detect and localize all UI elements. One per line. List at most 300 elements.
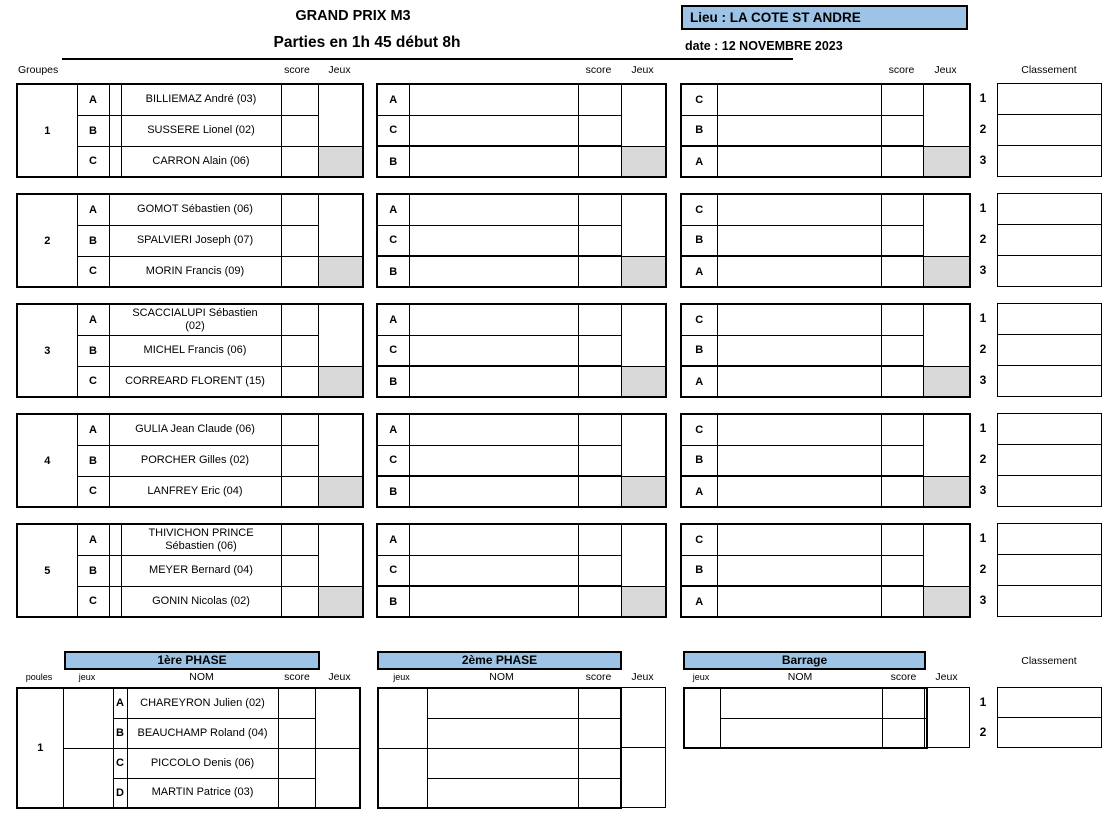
phase2-jeux-column — [620, 687, 666, 808]
player-name: MARTIN Patrice (03) — [127, 778, 278, 808]
jeux-pair-cell — [684, 688, 720, 748]
rank-label: 1 — [979, 695, 987, 709]
group-5-classement-table — [997, 523, 1102, 617]
jeux-cell — [318, 524, 363, 586]
jeux-pair-cell — [63, 688, 113, 748]
rank-label: 3 — [979, 373, 987, 387]
player-letter: C — [377, 225, 409, 256]
jeux-cell — [318, 194, 363, 256]
score-cell — [882, 688, 927, 718]
player-letter: D — [113, 778, 127, 808]
player-letter: B — [681, 115, 717, 146]
name-cell — [427, 778, 578, 808]
name-cell — [409, 194, 578, 225]
score-header: score — [284, 671, 310, 683]
group-2-classement-table — [997, 193, 1102, 287]
jeux-cell — [621, 84, 666, 146]
player-letter: B — [377, 146, 409, 177]
name-cell — [427, 688, 578, 718]
nom-header: NOM — [189, 671, 214, 683]
classement-header: Classement — [1021, 655, 1077, 667]
jeux-cell — [621, 748, 666, 808]
classement-cell — [998, 115, 1102, 146]
rank-label: 2 — [979, 342, 987, 356]
player-letter: C — [681, 524, 717, 555]
group-2-round3-table — [680, 193, 971, 288]
score-cell — [281, 304, 318, 335]
player-letter: A — [113, 688, 127, 718]
score-cell — [281, 445, 318, 476]
classement-header: Classement — [1021, 64, 1077, 76]
player-name: CARRON Alain (06) — [121, 146, 281, 177]
player-name: GULIA Jean Claude (06) — [109, 414, 281, 445]
player-letter: B — [77, 225, 109, 256]
score-cell — [881, 445, 923, 476]
player-letter: B — [77, 555, 109, 586]
player-letter: B — [681, 445, 717, 476]
rank-label: 3 — [979, 263, 987, 277]
rank-label: 2 — [979, 562, 987, 576]
name-cell — [717, 586, 881, 617]
name-cell — [717, 304, 881, 335]
name-cell — [409, 476, 578, 507]
classement-cell — [998, 194, 1102, 225]
jeux-cell — [923, 256, 970, 287]
player-letter: B — [113, 718, 127, 748]
player-letter: A — [77, 304, 109, 335]
player-name: CORREARD FLORENT (15) — [109, 366, 281, 397]
score-cell — [578, 555, 621, 586]
score-cell — [278, 748, 315, 778]
classement-cell — [998, 256, 1102, 287]
group-5-round1-table — [16, 523, 364, 618]
jeux-cell — [923, 524, 970, 586]
rank-label: 1 — [979, 421, 987, 435]
player-letter: B — [377, 366, 409, 397]
classement-cell — [998, 335, 1102, 366]
group-3-round3-table — [680, 303, 971, 398]
spacer-cell — [109, 146, 121, 177]
group-4-round2-table — [376, 413, 667, 508]
classement-cell — [998, 476, 1102, 507]
player-letter: C — [77, 586, 109, 617]
score-cell — [881, 84, 923, 115]
player-letter: A — [377, 194, 409, 225]
score-cell — [281, 335, 318, 366]
rank-label: 1 — [979, 91, 987, 105]
page-title: GRAND PRIX M3 — [295, 8, 411, 24]
jeux-cell — [318, 476, 363, 507]
group-number: 4 — [17, 414, 77, 507]
score-cell — [578, 366, 621, 397]
score-cell — [281, 194, 318, 225]
name-cell — [717, 555, 881, 586]
score-cell — [281, 225, 318, 256]
jeux-cell — [621, 304, 666, 366]
name-cell — [409, 586, 578, 617]
score-cell — [881, 414, 923, 445]
jeux-cell — [923, 194, 970, 256]
score-cell — [578, 256, 621, 287]
rank-label: 2 — [979, 122, 987, 136]
score-cell — [578, 146, 621, 177]
jeux-cell — [923, 304, 970, 366]
group-3-round2-table — [376, 303, 667, 398]
score-cell — [578, 524, 621, 555]
player-letter: C — [113, 748, 127, 778]
name-cell — [717, 84, 881, 115]
name-cell — [427, 718, 578, 748]
score-cell — [281, 146, 318, 177]
score-header: score — [888, 64, 915, 76]
score-cell — [881, 476, 923, 507]
player-name: PORCHER Gilles (02) — [109, 445, 281, 476]
score-cell — [881, 586, 923, 617]
group-3-classement-table — [997, 303, 1102, 397]
rank-label: 3 — [979, 153, 987, 167]
group-2-round2-table — [376, 193, 667, 288]
player-letter: C — [681, 414, 717, 445]
score-cell — [578, 225, 621, 256]
lieu-box: Lieu : LA COTE ST ANDRE — [681, 5, 968, 30]
name-cell — [717, 115, 881, 146]
player-letter: A — [681, 256, 717, 287]
group-number: 5 — [17, 524, 77, 617]
player-letter: C — [681, 194, 717, 225]
player-letter: C — [77, 146, 109, 177]
score-cell — [881, 115, 923, 146]
group-1-round2-table — [376, 83, 667, 178]
group-2-round1-table — [16, 193, 364, 288]
rank-label: 2 — [979, 725, 987, 739]
player-name: GOMOT Sébastien (06) — [109, 194, 281, 225]
group-number: 2 — [17, 194, 77, 287]
name-cell — [409, 146, 578, 177]
classement-cell — [998, 304, 1102, 335]
nom-header: NOM — [489, 671, 514, 683]
group-1-round3-table — [680, 83, 971, 178]
score-header: score — [585, 671, 612, 683]
jeux-cell — [621, 146, 666, 177]
player-name: SPALVIERI Joseph (07) — [109, 225, 281, 256]
score-header: score — [890, 671, 917, 683]
name-cell — [409, 84, 578, 115]
player-letter: B — [77, 335, 109, 366]
jeux-cell — [318, 84, 363, 146]
classement-cell — [998, 718, 1102, 748]
score-cell — [578, 778, 621, 808]
player-letter: C — [377, 445, 409, 476]
name-cell — [409, 524, 578, 555]
player-letter: A — [681, 476, 717, 507]
name-cell — [409, 445, 578, 476]
name-cell — [720, 718, 882, 748]
jeux-cell — [923, 146, 970, 177]
jeux-small-header: jeux — [393, 672, 410, 682]
name-cell — [717, 445, 881, 476]
player-name: CHAREYRON Julien (02) — [127, 688, 278, 718]
player-letter: B — [377, 586, 409, 617]
rank-label: 1 — [979, 531, 987, 545]
score-cell — [881, 256, 923, 287]
jeux-header: Jeux — [631, 64, 654, 76]
jeux-cell — [621, 414, 666, 476]
score-cell — [281, 555, 318, 586]
jeux-pair-cell — [378, 748, 427, 808]
barrage-header: Barrage — [683, 651, 926, 670]
score-cell — [578, 586, 621, 617]
spacer-cell — [109, 524, 121, 555]
score-cell — [578, 476, 621, 507]
score-cell — [281, 366, 318, 397]
score-cell — [882, 718, 927, 748]
name-cell — [409, 414, 578, 445]
barrage-table — [683, 687, 928, 749]
group-5-round3-table — [680, 523, 971, 618]
name-cell — [720, 688, 882, 718]
jeux-cell — [621, 586, 666, 617]
header-rule — [62, 58, 793, 60]
barrage-jeux-column — [924, 687, 970, 748]
spacer-cell — [109, 115, 121, 146]
player-letter: A — [681, 146, 717, 177]
player-name: THIVICHON PRINCE Sébastien (06) — [121, 524, 281, 555]
jeux-cell — [923, 414, 970, 476]
player-letter: A — [681, 586, 717, 617]
player-letter: C — [77, 256, 109, 287]
score-cell — [281, 414, 318, 445]
name-cell — [409, 304, 578, 335]
group-1-classement-table — [997, 83, 1102, 177]
player-letter: C — [681, 84, 717, 115]
classement-cell — [998, 225, 1102, 256]
classement-cell — [998, 84, 1102, 115]
jeux-cell — [621, 366, 666, 397]
player-name: PICCOLO Denis (06) — [127, 748, 278, 778]
player-name-text: SCACCIALUPI Sébastien (02) — [132, 307, 258, 332]
name-cell — [717, 476, 881, 507]
phase2-header: 2ème PHASE — [377, 651, 622, 670]
jeux-cell — [923, 84, 970, 146]
player-name: MICHEL Francis (06) — [109, 335, 281, 366]
player-letter: B — [77, 115, 109, 146]
player-name: GONIN Nicolas (02) — [121, 586, 281, 617]
jeux-cell — [923, 586, 970, 617]
jeux-cell — [923, 476, 970, 507]
name-cell — [717, 414, 881, 445]
score-cell — [578, 445, 621, 476]
player-letter: C — [77, 366, 109, 397]
jeux-cell — [318, 586, 363, 617]
jeux-cell — [621, 256, 666, 287]
group-4-classement-table — [997, 413, 1102, 507]
nom-header: NOM — [787, 671, 813, 683]
score-cell — [578, 194, 621, 225]
jeux-header: Jeux — [328, 671, 351, 683]
group-3-round1-table — [16, 303, 364, 398]
player-letter: B — [681, 335, 717, 366]
player-letter: A — [77, 194, 109, 225]
rank-label: 2 — [979, 232, 987, 246]
score-cell — [881, 524, 923, 555]
group-4-round1-table — [16, 413, 364, 508]
name-cell — [717, 225, 881, 256]
score-cell — [881, 366, 923, 397]
score-cell — [881, 194, 923, 225]
groupes-header: Groupes — [18, 64, 59, 76]
score-cell — [881, 225, 923, 256]
jeux-header: Jeux — [328, 64, 351, 76]
player-letter: A — [377, 304, 409, 335]
page-subtitle: Parties en 1h 45 début 8h — [273, 34, 461, 51]
player-letter: A — [77, 414, 109, 445]
jeux-cell — [315, 688, 360, 748]
group-1-round1-table — [16, 83, 364, 178]
score-cell — [578, 115, 621, 146]
score-cell — [578, 304, 621, 335]
poules-header: poules — [25, 672, 53, 682]
classement-cell — [998, 555, 1102, 586]
score-cell — [881, 555, 923, 586]
player-letter: A — [681, 366, 717, 397]
player-name: MEYER Bernard (04) — [121, 555, 281, 586]
jeux-small-header: jeux — [78, 672, 96, 682]
player-letter: A — [377, 414, 409, 445]
spacer-cell — [109, 84, 121, 115]
jeux-cell — [621, 476, 666, 507]
player-letter: B — [377, 476, 409, 507]
date-label: date : 12 NOVEMBRE 2023 — [685, 39, 843, 53]
player-name: LANFREY Eric (04) — [109, 476, 281, 507]
score-cell — [281, 115, 318, 146]
name-cell — [717, 146, 881, 177]
jeux-cell — [621, 194, 666, 256]
spacer-cell — [109, 586, 121, 617]
player-letter: C — [377, 115, 409, 146]
score-header: score — [284, 64, 310, 76]
jeux-cell — [621, 524, 666, 586]
player-letter: C — [77, 476, 109, 507]
player-name: SUSSERE Lionel (02) — [121, 115, 281, 146]
jeux-cell — [923, 366, 970, 397]
poule-number: 1 — [17, 688, 63, 808]
rank-label: 2 — [979, 452, 987, 466]
jeux-cell — [318, 304, 363, 366]
player-letter: C — [377, 335, 409, 366]
player-letter: B — [681, 225, 717, 256]
rank-label: 1 — [979, 201, 987, 215]
classement-cell — [998, 586, 1102, 617]
score-cell — [881, 335, 923, 366]
score-cell — [281, 524, 318, 555]
bottom-classement-table — [997, 687, 1102, 748]
classement-cell — [998, 146, 1102, 177]
name-cell — [409, 366, 578, 397]
jeux-cell — [318, 414, 363, 476]
player-letter: B — [681, 555, 717, 586]
jeux-cell — [318, 366, 363, 397]
score-cell — [281, 586, 318, 617]
player-letter: A — [377, 524, 409, 555]
classement-cell — [998, 445, 1102, 476]
player-name — [109, 304, 281, 335]
player-letter: A — [377, 84, 409, 115]
score-cell — [881, 304, 923, 335]
classement-cell — [998, 366, 1102, 397]
score-cell — [578, 84, 621, 115]
score-cell — [278, 718, 315, 748]
score-cell — [578, 718, 621, 748]
player-letter: B — [77, 445, 109, 476]
player-name: MORIN Francis (09) — [109, 256, 281, 287]
jeux-header: Jeux — [631, 671, 654, 683]
score-cell — [578, 688, 621, 718]
rank-label: 1 — [979, 311, 987, 325]
group-number: 3 — [17, 304, 77, 397]
name-cell — [717, 524, 881, 555]
player-letter: A — [77, 84, 109, 115]
score-cell — [281, 476, 318, 507]
name-cell — [717, 256, 881, 287]
group-number: 1 — [17, 84, 77, 177]
score-cell — [278, 778, 315, 808]
classement-cell — [998, 688, 1102, 718]
jeux-header: Jeux — [935, 671, 958, 683]
jeux-cell — [621, 688, 666, 748]
score-cell — [578, 748, 621, 778]
rank-label: 3 — [979, 483, 987, 497]
jeux-header: Jeux — [934, 64, 957, 76]
score-cell — [578, 335, 621, 366]
classement-cell — [998, 524, 1102, 555]
score-cell — [281, 256, 318, 287]
name-cell — [409, 335, 578, 366]
phase2-table — [377, 687, 622, 809]
player-letter: B — [377, 256, 409, 287]
score-cell — [578, 414, 621, 445]
name-cell — [409, 115, 578, 146]
jeux-pair-cell — [63, 748, 113, 808]
name-cell — [409, 555, 578, 586]
jeux-small-header: jeux — [692, 672, 710, 682]
name-cell — [717, 194, 881, 225]
jeux-cell — [925, 688, 970, 748]
name-cell — [717, 366, 881, 397]
score-cell — [278, 688, 315, 718]
group-4-round3-table — [680, 413, 971, 508]
player-letter: A — [77, 524, 109, 555]
score-cell — [281, 84, 318, 115]
player-name: BEAUCHAMP Roland (04) — [127, 718, 278, 748]
score-cell — [881, 146, 923, 177]
name-cell — [427, 748, 578, 778]
phase1-header: 1ère PHASE — [64, 651, 320, 670]
group-5-round2-table — [376, 523, 667, 618]
jeux-cell — [318, 256, 363, 287]
score-header: score — [585, 64, 612, 76]
name-cell — [409, 256, 578, 287]
player-letter: C — [681, 304, 717, 335]
name-cell — [717, 335, 881, 366]
poule-1-phase1-table — [16, 687, 361, 809]
jeux-cell — [315, 748, 360, 808]
name-cell — [409, 225, 578, 256]
rank-label: 3 — [979, 593, 987, 607]
player-name: BILLIEMAZ André (03) — [121, 84, 281, 115]
classement-cell — [998, 414, 1102, 445]
jeux-cell — [318, 146, 363, 177]
player-letter: C — [377, 555, 409, 586]
